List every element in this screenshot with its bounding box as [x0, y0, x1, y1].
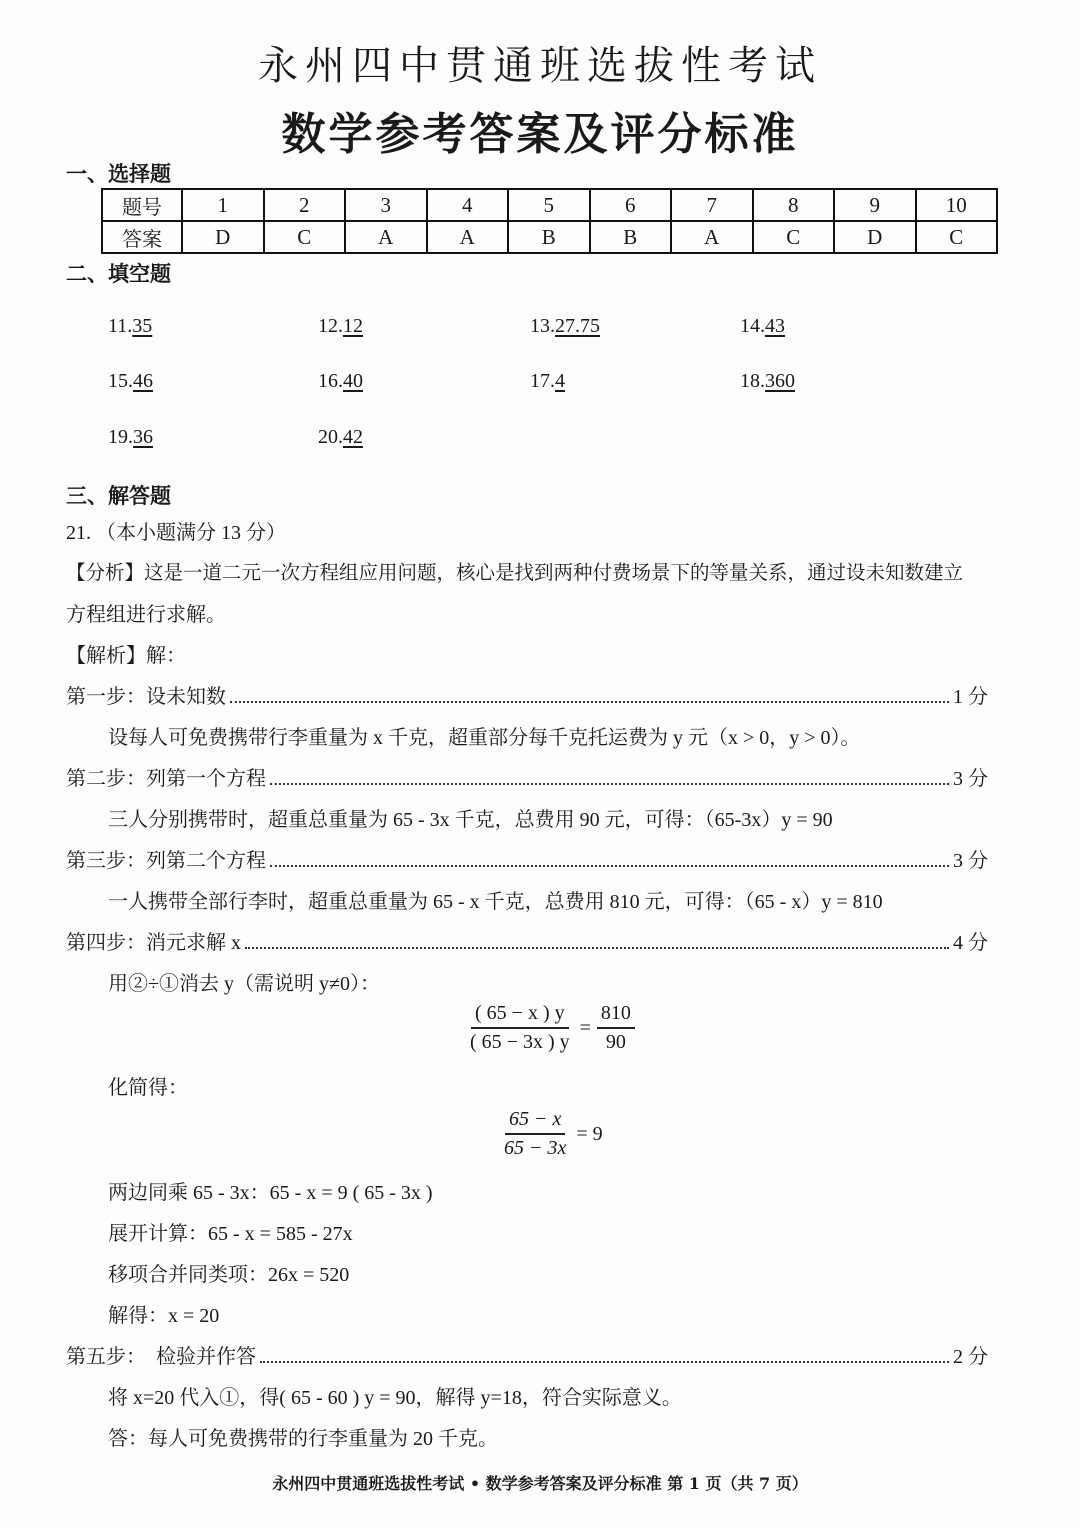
step-label: 第五步： 检验并作答 — [66, 1346, 256, 1368]
step-5-row — [66, 1340, 988, 1369]
choice-answer: A — [427, 221, 509, 253]
question-number: 3 — [345, 189, 427, 221]
choice-answer: C — [264, 221, 346, 253]
fill-answer: 46 — [133, 370, 153, 392]
row-header-number: 题号 — [102, 189, 182, 221]
step-score: 1 分 — [953, 686, 988, 708]
page-footer: 永州四中贯通班选拔性考试 • 数学参考答案及评分标准 第 1 页（共 7 页） — [272, 1474, 808, 1493]
fill-item: 15.46 — [108, 370, 153, 392]
fraction-lhs — [500, 1108, 570, 1160]
fraction-numerator: 810 — [597, 1002, 635, 1029]
fill-answer: 35 — [132, 315, 153, 337]
question-number: 8 — [753, 189, 835, 221]
step-1-text: 设每人可免费携带行李重量为 x 千克，超重部分每千克托运费为 y 元（x > 0，y > 0）。 — [108, 727, 861, 749]
choice-answer-table — [101, 188, 998, 254]
step-label: 第四步：消元求解 x — [66, 932, 241, 954]
fraction-lhs — [466, 1002, 574, 1054]
table-row-numbers — [102, 189, 997, 221]
choice-answer: D — [834, 221, 916, 253]
choice-answer: A — [345, 221, 427, 253]
simplify-label: 化简得： — [108, 1077, 188, 1099]
step-score: 4 分 — [953, 932, 988, 954]
fraction-denominator: 65 − 3x — [504, 1137, 567, 1159]
fraction-rhs — [597, 1002, 635, 1054]
fill-answer: 42 — [343, 426, 363, 448]
step-5-text: 将 x=20 代入①，得( 65 - 60 ) y = 90，解得 y=18，符合实际意义。 — [108, 1387, 682, 1409]
analysis-line: 【分析】这是一道二元一次方程组应用问题，核心是找到两种付费场景下的等量关系，通过设未知数建立 — [66, 563, 964, 584]
step-score: 3 分 — [953, 850, 988, 872]
equation-rhs: = 9 — [576, 1122, 603, 1145]
work-line: 两边同乘 65 - 3x：65 - x = 9 ( 65 - 3x ) — [108, 1182, 433, 1204]
fill-item: 13.27.75 — [530, 315, 600, 337]
final-answer: 答：每人可免费携带的行李重量为 20 千克。 — [108, 1428, 498, 1450]
equation-fraction-1 — [460, 1002, 641, 1054]
dot-leader — [230, 701, 949, 703]
section-fill-title: 二、填空题 — [66, 262, 171, 286]
step-label: 第一步：设未知数 — [66, 686, 226, 708]
choice-answer: B — [508, 221, 590, 253]
question-number: 1 — [182, 189, 264, 221]
work-line: 解得：x = 20 — [108, 1305, 220, 1327]
question-number: 7 — [671, 189, 753, 221]
choice-answer: A — [671, 221, 753, 253]
fill-item: 14.43 — [740, 315, 785, 337]
fraction-numerator: 65 − x — [505, 1108, 565, 1135]
step-score: 3 分 — [953, 768, 988, 790]
fill-answer: 12 — [343, 315, 363, 337]
step-label: 第三步：列第二个方程 — [66, 850, 266, 872]
document-title: 数学参考答案及评分标准 — [281, 109, 799, 160]
question-number: 6 — [590, 189, 672, 221]
dot-leader — [270, 783, 949, 785]
fill-item: 11.35 — [108, 315, 153, 337]
step-3-text: 一人携带全部行李时，超重总重量为 65 - x 千克，总费用 810 元，可得：（65 - x）y = 810 — [108, 891, 883, 913]
equation-fraction-2 — [494, 1108, 603, 1160]
dot-leader — [270, 865, 949, 867]
fill-item: 17.4 — [530, 370, 565, 392]
work-line: 展开计算：65 - x = 585 - 27x — [108, 1223, 353, 1245]
fill-item: 12.12 — [318, 315, 363, 337]
fraction-denominator: 90 — [605, 1031, 626, 1053]
fill-item: 18.360 — [740, 370, 795, 392]
solution-label: 【解析】解： — [66, 645, 186, 667]
question-number: 9 — [834, 189, 916, 221]
exam-title: 永州四中贯通班选拔性考试 — [258, 43, 822, 89]
fill-answer: 36 — [133, 426, 153, 448]
equals-sign: = — [579, 1016, 591, 1039]
choice-answer: B — [590, 221, 672, 253]
question-number: 5 — [508, 189, 590, 221]
step-1-row — [66, 680, 988, 709]
fill-answer: 360 — [765, 370, 795, 392]
question-number: 4 — [427, 189, 509, 221]
step-4-row — [66, 926, 988, 955]
fraction-denominator: ( 65 − 3x ) y — [470, 1031, 570, 1053]
section-choice-title: 一、选择题 — [66, 162, 171, 186]
section-solution-title: 三、解答题 — [66, 484, 171, 508]
fill-answer: 43 — [765, 315, 785, 337]
fill-item: 20.42 — [318, 426, 363, 448]
choice-answer: C — [916, 221, 998, 253]
choice-answer: C — [753, 221, 835, 253]
fraction-numerator: ( 65 − x ) y — [471, 1002, 569, 1029]
question-number: 2 — [264, 189, 346, 221]
step-score: 2 分 — [953, 1346, 988, 1368]
row-header-answer: 答案 — [102, 221, 182, 253]
fill-item: 16.40 — [318, 370, 363, 392]
analysis-line: 方程组进行求解。 — [66, 604, 226, 626]
table-row-answers — [102, 221, 997, 253]
question-number: 10 — [916, 189, 998, 221]
step-2-row — [66, 762, 988, 791]
step-2-text: 三人分别携带时，超重总重量为 65 - 3x 千克，总费用 90 元，可得：（65-3x）y = 90 — [108, 809, 833, 831]
step-label: 第二步：列第一个方程 — [66, 768, 266, 790]
step-4-text: 用②÷①消去 y（需说明 y≠0）： — [108, 973, 380, 995]
question-21-header: 21. （本小题满分 13 分） — [66, 522, 286, 544]
step-3-row — [66, 844, 988, 873]
choice-answer: D — [182, 221, 264, 253]
dot-leader — [245, 947, 949, 949]
fill-answer: 27.75 — [555, 315, 600, 337]
fill-item: 19.36 — [108, 426, 153, 448]
work-line: 移项合并同类项：26x = 520 — [108, 1264, 350, 1286]
fill-answer: 4 — [555, 370, 565, 392]
fill-answer: 40 — [343, 370, 363, 392]
dot-leader — [260, 1361, 949, 1363]
